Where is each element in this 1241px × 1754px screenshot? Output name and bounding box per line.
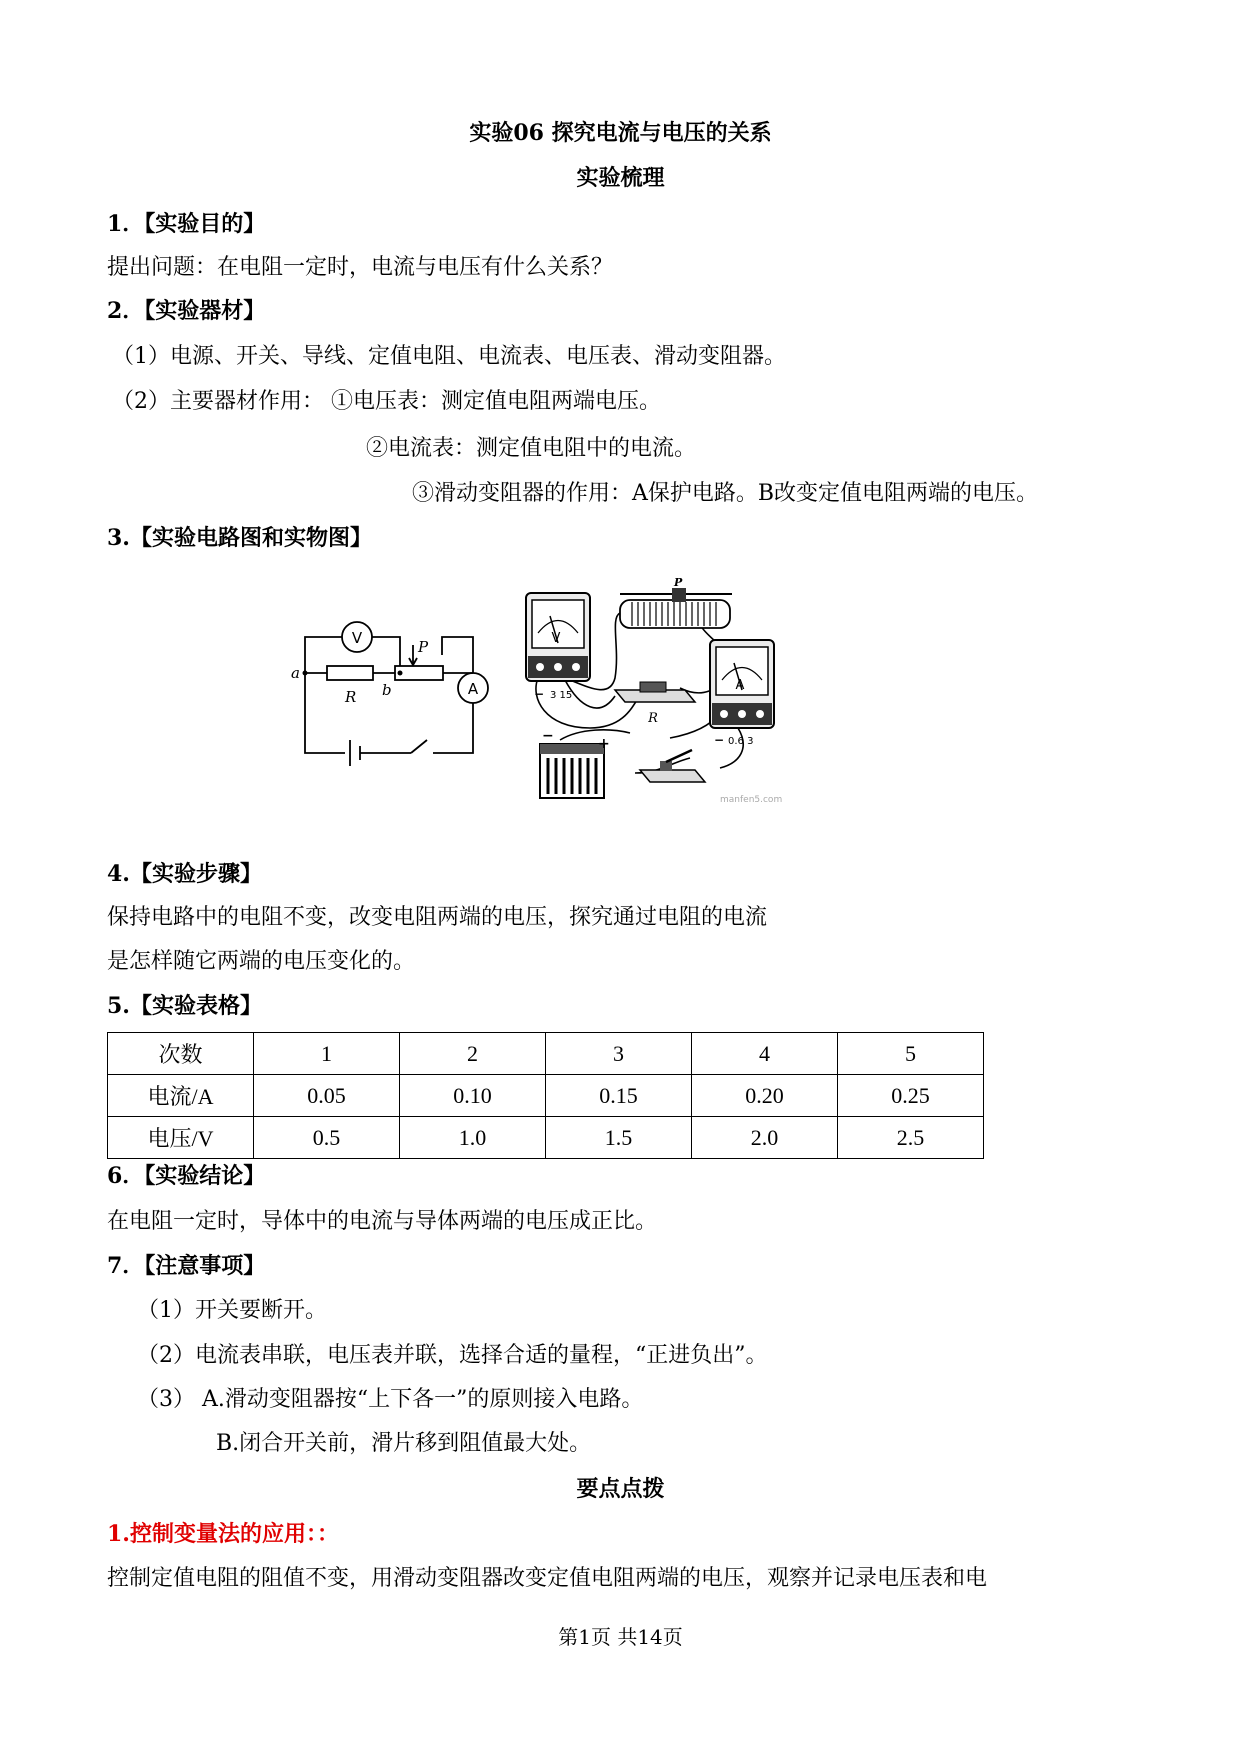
notes-item-1: （1）开关要断开。 [137,1298,327,1323]
table-cell: 0.10 [400,1075,546,1117]
heading-control-variable: 1.控制变量法的应用：： [107,1521,339,1547]
table-cell: 3 [546,1033,692,1075]
table-row [108,1117,984,1159]
rheostat-device [620,588,732,628]
control-variable-text: 控制定值电阻的阻值不变，用滑动变阻器改变定值电阻两端的电压，观察并记录电压表和电 [107,1566,988,1591]
table-cell: 0.15 [546,1075,692,1117]
ammeter-symbol-label: A [467,680,479,698]
ammeter-device-label: A [735,678,745,693]
steps-line-2: 是怎样随它两端的电压变化的。 [107,949,416,974]
table-cell: 次数 [108,1033,254,1075]
page-footer: 第1页 共14页 [558,1625,683,1649]
node-a-dot [303,671,308,676]
table-cell: 1.5 [546,1117,692,1159]
table-row [108,1075,984,1117]
table-cell: 0.25 [838,1075,984,1117]
resistor-label: R [345,688,357,706]
voltmeter-range-label: 3 15 [550,690,573,701]
heading-circuit: 3.【实验电路图和实物图】 [107,525,372,551]
steps-line-1: 保持电路中的电阻不变，改变电阻两端的电压，探究通过电阻的电流 [107,905,768,930]
heading-steps: 4.【实验步骤】 [107,861,262,887]
heading-equipment: 2．【实验器材】 [107,298,266,324]
heading-notes: 7．【注意事项】 [107,1253,266,1279]
equipment-item-3: ②电流表：测定值电阻中的电流。 [366,436,697,461]
circuit-diagram [285,600,500,770]
table-cell: 1.0 [400,1117,546,1159]
document-title: 实验06 探究电流与电压的关系 [469,120,772,146]
equipment-item-4: ③滑动变阻器的作用：A保护电路。B改变定值电阻两端的电压。 [412,481,1039,506]
table-cell: 2.0 [692,1117,838,1159]
battery-minus-label: − [542,728,554,744]
table-row [108,1033,984,1075]
voltmeter-minus-label: − [534,687,545,701]
heading-purpose: 1．【实验目的】 [107,211,266,237]
apparatus-diagram [520,578,815,808]
table-cell: 0.5 [254,1117,400,1159]
voltmeter-symbol-label: V [351,629,363,647]
heading-conclusion: 6．【实验结论】 [107,1163,266,1189]
node-b-label: b [382,681,392,699]
switch-device [640,750,705,782]
notes-item-3: （3） A.滑动变阻器按“上下各一”的原则接入电路。 [137,1387,644,1412]
table-cell: 电流/A [108,1075,254,1117]
table-cell: 电压/V [108,1117,254,1159]
notes-item-4: B.闭合开关前，滑片移到阻值最大处。 [216,1431,592,1456]
equipment-item-1: （1）电源、开关、导线、定值电阻、电流表、电压表、滑动变阻器。 [112,344,786,369]
node-a-label: a [291,664,300,682]
points-title: 要点点拨 [576,1476,665,1502]
table-cell: 2.5 [838,1117,984,1159]
fixed-resistor-device [615,682,695,702]
node-b-dot [398,671,403,676]
table-cell: 5 [838,1033,984,1075]
voltmeter-device-label: V [551,631,561,646]
watermark-text: manfen5.com [720,795,783,805]
section-subtitle: 实验梳理 [576,165,665,191]
conclusion-text: 在电阻一定时，导体中的电流与导体两端的电压成正比。 [107,1209,658,1234]
battery-plus-label: + [598,736,610,752]
equipment-item-2: （2）主要器材作用： ①电压表：测定值电阻两端电压。 [112,389,661,414]
table-cell: 1 [254,1033,400,1075]
heading-table: 5.【实验表格】 [107,993,262,1019]
table-cell: 2 [400,1033,546,1075]
slider-label: P [418,638,429,656]
table-cell: 0.20 [692,1075,838,1117]
ammeter-minus-label: − [714,733,725,747]
ammeter-range-label: 0.6 3 [728,736,754,747]
battery-device [540,744,604,798]
table-cell: 0.05 [254,1075,400,1117]
table-cell: 4 [692,1033,838,1075]
rheostat-slider-label: P [674,578,683,589]
data-table [107,1032,984,1159]
fixed-resistor-label: R [648,711,658,726]
notes-item-2: （2）电流表串联，电压表并联，选择合适的量程，“正进负出”。 [137,1343,768,1368]
purpose-text: 提出问题：在电阻一定时，电流与电压有什么关系？ [107,255,614,280]
